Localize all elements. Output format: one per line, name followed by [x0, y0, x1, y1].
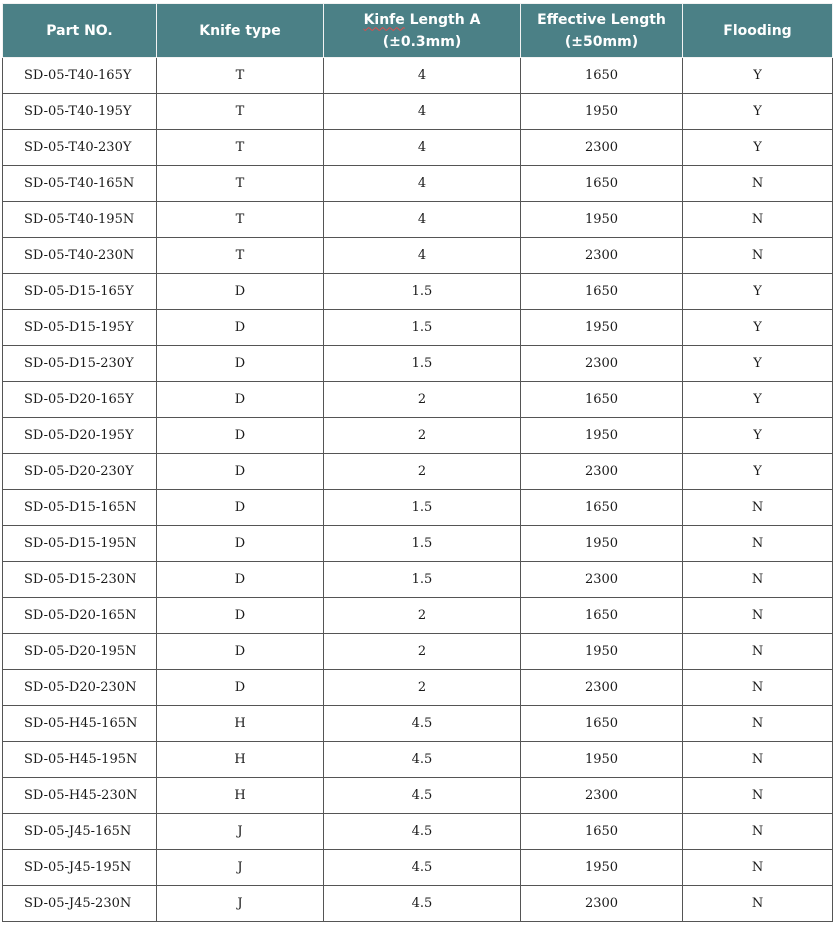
parts-spec-table: [2, 3, 833, 922]
cell-knife-type: D: [157, 526, 324, 562]
table-row: [3, 94, 833, 130]
cell-effective-length: 1650: [521, 166, 683, 202]
cell-part-no: SD-05-D15-165N: [3, 490, 157, 526]
table-body: [3, 58, 833, 922]
cell-part-no: SD-05-T40-195N: [3, 202, 157, 238]
cell-knife-type: D: [157, 598, 324, 634]
spellcheck-word[interactable]: Kinfe: [363, 11, 405, 28]
cell-effective-length: 2300: [521, 886, 683, 922]
cell-part-no: SD-05-D20-230Y: [3, 454, 157, 490]
table-row: [3, 418, 833, 454]
cell-flooding: N: [683, 886, 833, 922]
cell-part-no: SD-05-T40-230Y: [3, 130, 157, 166]
cell-flooding: N: [683, 490, 833, 526]
cell-kinfe-length: 4: [324, 130, 521, 166]
header-kinfe-length: [324, 4, 521, 58]
table-row: [3, 742, 833, 778]
cell-flooding: N: [683, 526, 833, 562]
cell-effective-length: 2300: [521, 670, 683, 706]
cell-flooding: N: [683, 814, 833, 850]
cell-kinfe-length: 1.5: [324, 490, 521, 526]
cell-flooding: Y: [683, 310, 833, 346]
cell-flooding: N: [683, 742, 833, 778]
cell-kinfe-length: 4: [324, 202, 521, 238]
cell-knife-type: T: [157, 58, 324, 94]
cell-flooding: N: [683, 202, 833, 238]
cell-flooding: Y: [683, 454, 833, 490]
header-kinfe-length-rest: Length A: [404, 11, 481, 28]
cell-kinfe-length: 4: [324, 238, 521, 274]
header-effective-length-title: Effective Length: [537, 11, 666, 28]
cell-part-no: SD-05-D20-195Y: [3, 418, 157, 454]
cell-flooding: Y: [683, 346, 833, 382]
cell-kinfe-length: 4.5: [324, 886, 521, 922]
cell-knife-type: J: [157, 814, 324, 850]
table-row: [3, 310, 833, 346]
header-row: [3, 4, 833, 58]
table-row: [3, 274, 833, 310]
cell-knife-type: D: [157, 562, 324, 598]
cell-effective-length: 1650: [521, 598, 683, 634]
cell-knife-type: D: [157, 418, 324, 454]
cell-part-no: SD-05-D15-165Y: [3, 274, 157, 310]
cell-knife-type: T: [157, 238, 324, 274]
cell-knife-type: T: [157, 130, 324, 166]
cell-part-no: SD-05-D15-230Y: [3, 346, 157, 382]
cell-kinfe-length: 4: [324, 166, 521, 202]
cell-effective-length: 1950: [521, 94, 683, 130]
cell-part-no: SD-05-D20-195N: [3, 634, 157, 670]
cell-kinfe-length: 2: [324, 598, 521, 634]
cell-knife-type: D: [157, 382, 324, 418]
cell-part-no: SD-05-J45-230N: [3, 886, 157, 922]
cell-part-no: SD-05-H45-165N: [3, 706, 157, 742]
header-kinfe-length-tolerance: (±0.3mm): [382, 33, 462, 50]
cell-kinfe-length: 4: [324, 94, 521, 130]
cell-knife-type: D: [157, 310, 324, 346]
header-kinfe-length-title: [328, 9, 516, 31]
header-flooding: Flooding: [683, 4, 833, 58]
table-row: [3, 670, 833, 706]
cell-knife-type: T: [157, 202, 324, 238]
table-row: [3, 202, 833, 238]
cell-kinfe-length: 4.5: [324, 850, 521, 886]
cell-part-no: SD-05-T40-230N: [3, 238, 157, 274]
cell-kinfe-length: 1.5: [324, 562, 521, 598]
cell-flooding: Y: [683, 58, 833, 94]
cell-knife-type: J: [157, 886, 324, 922]
cell-kinfe-length: 2: [324, 418, 521, 454]
cell-kinfe-length: 4.5: [324, 742, 521, 778]
table-row: [3, 238, 833, 274]
cell-flooding: N: [683, 850, 833, 886]
cell-effective-length: 1950: [521, 202, 683, 238]
cell-effective-length: 1650: [521, 274, 683, 310]
cell-knife-type: H: [157, 778, 324, 814]
table-row: [3, 166, 833, 202]
cell-part-no: SD-05-D20-165Y: [3, 382, 157, 418]
table-row: [3, 886, 833, 922]
cell-flooding: N: [683, 598, 833, 634]
cell-kinfe-length: 4.5: [324, 706, 521, 742]
cell-flooding: N: [683, 670, 833, 706]
table-row: [3, 58, 833, 94]
cell-part-no: SD-05-D20-230N: [3, 670, 157, 706]
cell-part-no: SD-05-D15-195N: [3, 526, 157, 562]
table-row: [3, 850, 833, 886]
table-row: [3, 382, 833, 418]
cell-effective-length: 1650: [521, 58, 683, 94]
cell-part-no: SD-05-H45-230N: [3, 778, 157, 814]
table-row: [3, 634, 833, 670]
cell-effective-length: 2300: [521, 562, 683, 598]
cell-part-no: SD-05-D15-195Y: [3, 310, 157, 346]
cell-effective-length: 1950: [521, 310, 683, 346]
cell-kinfe-length: 1.5: [324, 274, 521, 310]
cell-part-no: SD-05-T40-195Y: [3, 94, 157, 130]
cell-flooding: Y: [683, 130, 833, 166]
table-row: [3, 346, 833, 382]
cell-flooding: N: [683, 562, 833, 598]
cell-flooding: Y: [683, 94, 833, 130]
table-row: [3, 454, 833, 490]
cell-knife-type: D: [157, 634, 324, 670]
header-part-no: Part NO.: [3, 4, 157, 58]
cell-effective-length: 2300: [521, 130, 683, 166]
cell-knife-type: D: [157, 274, 324, 310]
cell-kinfe-length: 4.5: [324, 778, 521, 814]
cell-flooding: N: [683, 634, 833, 670]
cell-kinfe-length: 4: [324, 58, 521, 94]
cell-knife-type: D: [157, 454, 324, 490]
cell-kinfe-length: 1.5: [324, 526, 521, 562]
table-row: [3, 814, 833, 850]
cell-effective-length: 1650: [521, 490, 683, 526]
header-effective-length-tolerance: (±50mm): [564, 33, 639, 50]
cell-flooding: Y: [683, 382, 833, 418]
cell-effective-length: 2300: [521, 238, 683, 274]
cell-knife-type: D: [157, 490, 324, 526]
header-effective-length: [521, 4, 683, 58]
cell-effective-length: 1950: [521, 526, 683, 562]
cell-knife-type: T: [157, 94, 324, 130]
table-row: [3, 598, 833, 634]
cell-effective-length: 2300: [521, 346, 683, 382]
cell-part-no: SD-05-T40-165N: [3, 166, 157, 202]
cell-part-no: SD-05-J45-195N: [3, 850, 157, 886]
cell-kinfe-length: 2: [324, 634, 521, 670]
cell-effective-length: 2300: [521, 454, 683, 490]
cell-kinfe-length: 4.5: [324, 814, 521, 850]
cell-knife-type: T: [157, 166, 324, 202]
cell-part-no: SD-05-T40-165Y: [3, 58, 157, 94]
cell-kinfe-length: 1.5: [324, 310, 521, 346]
cell-part-no: SD-05-H45-195N: [3, 742, 157, 778]
cell-flooding: N: [683, 706, 833, 742]
cell-effective-length: 2300: [521, 778, 683, 814]
table-row: [3, 562, 833, 598]
header-knife-type: Knife type: [157, 4, 324, 58]
cell-effective-length: 1650: [521, 706, 683, 742]
cell-effective-length: 1950: [521, 850, 683, 886]
cell-effective-length: 1950: [521, 634, 683, 670]
cell-part-no: SD-05-J45-165N: [3, 814, 157, 850]
cell-flooding: Y: [683, 418, 833, 454]
cell-knife-type: H: [157, 742, 324, 778]
cell-part-no: SD-05-D15-230N: [3, 562, 157, 598]
cell-knife-type: J: [157, 850, 324, 886]
cell-knife-type: D: [157, 670, 324, 706]
table-row: [3, 706, 833, 742]
table-row: [3, 490, 833, 526]
table-row: [3, 130, 833, 166]
table-header: [3, 4, 833, 58]
cell-kinfe-length: 1.5: [324, 346, 521, 382]
cell-flooding: N: [683, 778, 833, 814]
cell-effective-length: 1650: [521, 382, 683, 418]
cell-kinfe-length: 2: [324, 382, 521, 418]
table-row: [3, 778, 833, 814]
cell-effective-length: 1950: [521, 742, 683, 778]
cell-flooding: N: [683, 166, 833, 202]
cell-flooding: N: [683, 238, 833, 274]
cell-knife-type: D: [157, 346, 324, 382]
cell-kinfe-length: 2: [324, 670, 521, 706]
cell-part-no: SD-05-D20-165N: [3, 598, 157, 634]
cell-effective-length: 1650: [521, 814, 683, 850]
cell-flooding: Y: [683, 274, 833, 310]
cell-kinfe-length: 2: [324, 454, 521, 490]
table-row: [3, 526, 833, 562]
cell-effective-length: 1950: [521, 418, 683, 454]
cell-knife-type: H: [157, 706, 324, 742]
